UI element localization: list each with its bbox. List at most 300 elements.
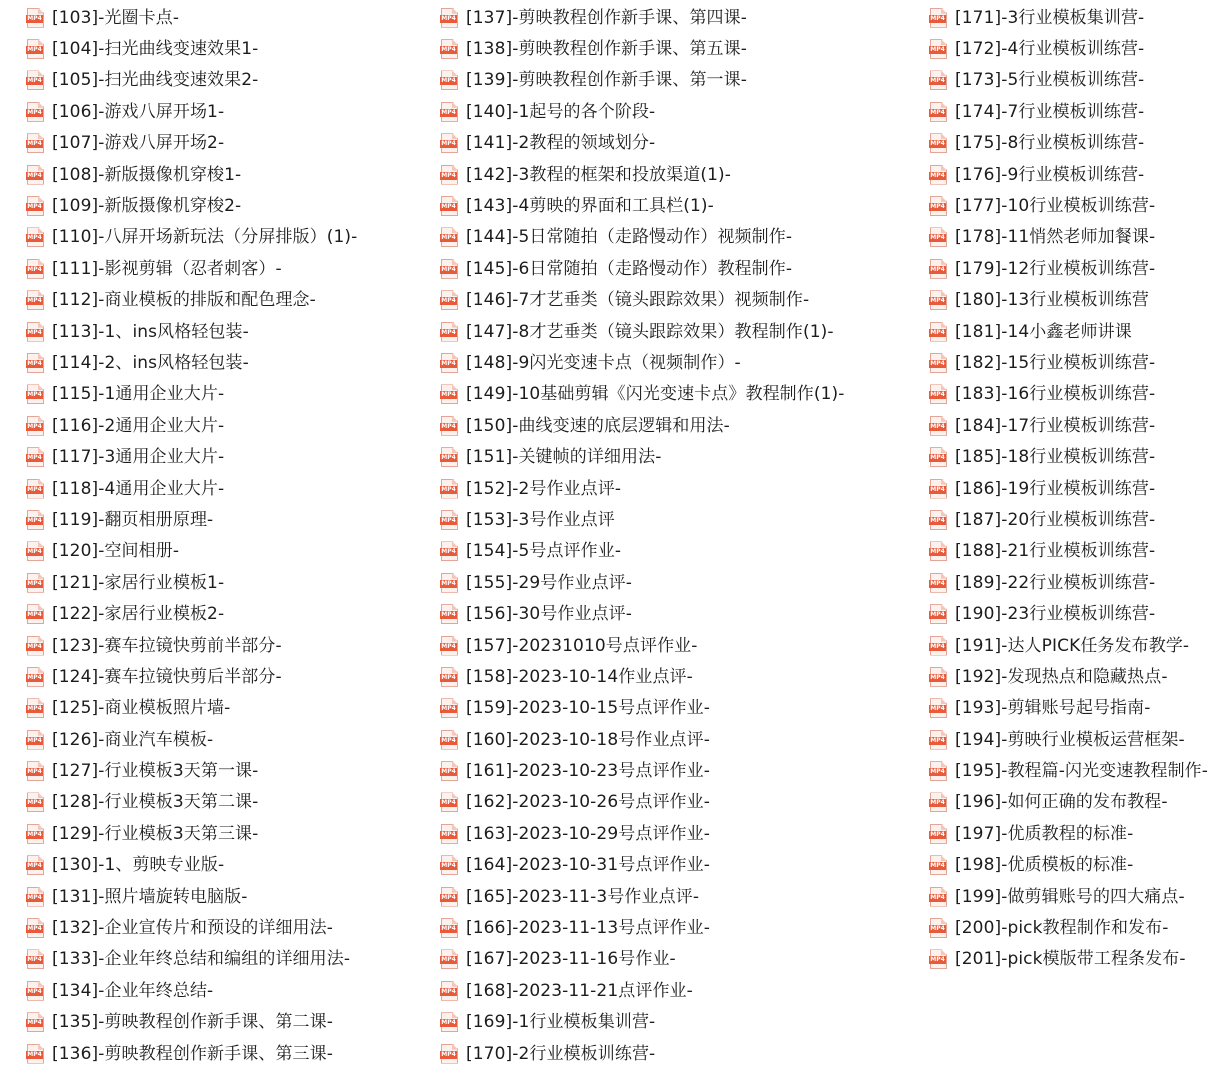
mp4-badge: MP4 (930, 328, 945, 336)
file-item[interactable] (26, 253, 426, 284)
file-item[interactable] (26, 347, 426, 378)
file-item[interactable] (929, 379, 1228, 410)
file-item[interactable] (440, 504, 920, 535)
file-item[interactable] (440, 190, 920, 221)
file-name: [116]-2通用企业大片- (52, 415, 225, 436)
file-name: [176]-9行业模板训练营- (955, 164, 1145, 185)
mp4-badge: MP4 (930, 516, 945, 524)
mp4-badge: MP4 (27, 987, 42, 995)
file-item[interactable] (929, 630, 1228, 661)
file-name: [190]-23行业模板训练营- (955, 604, 1156, 625)
file-name: [194]-剪映行业模板运营框架- (955, 729, 1185, 750)
file-item[interactable] (26, 96, 426, 127)
file-name: [192]-发现热点和隐藏热点- (955, 666, 1168, 687)
file-item[interactable] (26, 630, 426, 661)
mp4-file-icon (929, 101, 949, 123)
mp4-file-icon (26, 886, 46, 908)
file-name: [152]-2号作业点评- (466, 478, 622, 499)
mp4-file-icon (26, 415, 46, 437)
mp4-badge: MP4 (27, 548, 42, 556)
mp4-badge: MP4 (930, 925, 945, 933)
file-item[interactable] (440, 285, 920, 316)
mp4-file-icon (929, 886, 949, 908)
file-name: [107]-游戏八屏开场2- (52, 133, 225, 154)
mp4-file-icon (440, 7, 460, 29)
file-item[interactable] (440, 787, 920, 818)
mp4-file-icon (440, 1011, 460, 1033)
mp4-badge: MP4 (441, 516, 456, 524)
mp4-file-icon (929, 666, 949, 688)
file-item[interactable] (26, 693, 426, 724)
mp4-file-icon (26, 980, 46, 1002)
mp4-file-icon (929, 38, 949, 60)
mp4-badge: MP4 (441, 862, 456, 870)
mp4-file-icon (929, 729, 949, 751)
file-item[interactable] (929, 912, 1228, 943)
mp4-file-icon (440, 666, 460, 688)
mp4-file-icon (26, 69, 46, 91)
file-name: [118]-4通用企业大片- (52, 478, 225, 499)
mp4-badge: MP4 (27, 862, 42, 870)
file-item[interactable] (929, 316, 1228, 347)
mp4-badge: MP4 (930, 485, 945, 493)
file-item[interactable] (26, 724, 426, 755)
mp4-file-icon (26, 1011, 46, 1033)
mp4-file-icon (929, 132, 949, 154)
file-name: [150]-曲线变速的底层逻辑和用法- (466, 415, 730, 436)
file-name: [161]-2023-10-23号点评作业- (466, 761, 710, 782)
mp4-badge: MP4 (27, 46, 42, 54)
file-name: [148]-9闪光变速卡点（视频制作）- (466, 352, 741, 373)
mp4-file-icon (440, 729, 460, 751)
file-name: [137]-剪映教程创作新手课、第四课- (466, 7, 747, 28)
mp4-badge: MP4 (441, 77, 456, 85)
mp4-badge: MP4 (27, 328, 42, 336)
mp4-badge: MP4 (441, 925, 456, 933)
file-item[interactable] (26, 190, 426, 221)
file-item[interactable] (26, 1038, 426, 1069)
file-name: [201]-pick模版带工程条发布- (955, 949, 1186, 970)
file-name: [112]-商业模板的排版和配色理念- (52, 290, 316, 311)
mp4-file-icon (440, 540, 460, 562)
mp4-file-icon (440, 509, 460, 531)
file-name: [164]-2023-10-31号点评作业- (466, 855, 710, 876)
mp4-badge: MP4 (441, 485, 456, 493)
mp4-file-icon (26, 258, 46, 280)
mp4-badge: MP4 (27, 1050, 42, 1058)
mp4-file-icon (440, 478, 460, 500)
mp4-file-icon (440, 886, 460, 908)
mp4-badge: MP4 (441, 987, 456, 995)
file-name: [120]-空间相册- (52, 541, 180, 562)
mp4-file-icon (26, 195, 46, 217)
mp4-badge: MP4 (930, 46, 945, 54)
file-name: [170]-2行业模板训练营- (466, 1043, 656, 1064)
file-name: [180]-13行业模板训练营 (955, 290, 1149, 311)
file-item[interactable] (440, 818, 920, 849)
file-item[interactable] (440, 1007, 920, 1038)
file-item[interactable] (440, 33, 920, 64)
mp4-file-icon (440, 446, 460, 468)
file-item[interactable] (26, 316, 426, 347)
file-name: [163]-2023-10-29号点评作业- (466, 823, 710, 844)
mp4-badge: MP4 (441, 705, 456, 713)
mp4-badge: MP4 (27, 956, 42, 964)
mp4-badge: MP4 (441, 579, 456, 587)
file-name: [166]-2023-11-13号点评作业- (466, 918, 710, 939)
file-item[interactable] (929, 536, 1228, 567)
mp4-badge: MP4 (441, 297, 456, 305)
mp4-file-icon (26, 948, 46, 970)
file-item[interactable] (26, 128, 426, 159)
file-item[interactable] (440, 253, 920, 284)
mp4-badge: MP4 (27, 203, 42, 211)
mp4-file-icon (26, 917, 46, 939)
mp4-file-icon (26, 226, 46, 248)
file-item[interactable] (929, 253, 1228, 284)
file-item[interactable] (929, 128, 1228, 159)
mp4-file-icon (929, 7, 949, 29)
file-name: [173]-5行业模板训练营- (955, 70, 1145, 91)
file-item[interactable] (929, 755, 1228, 786)
file-item[interactable] (440, 661, 920, 692)
mp4-file-icon (929, 446, 949, 468)
file-name: [189]-22行业模板训练营- (955, 572, 1156, 593)
file-item[interactable] (440, 693, 920, 724)
mp4-file-icon (440, 572, 460, 594)
file-item[interactable] (440, 473, 920, 504)
mp4-file-icon (26, 7, 46, 29)
file-item[interactable] (440, 536, 920, 567)
mp4-file-icon (26, 383, 46, 405)
mp4-file-icon (26, 854, 46, 876)
file-item[interactable] (26, 567, 426, 598)
file-name: [186]-19行业模板训练营- (955, 478, 1156, 499)
file-item[interactable] (929, 818, 1228, 849)
mp4-badge: MP4 (441, 203, 456, 211)
mp4-badge: MP4 (441, 391, 456, 399)
mp4-file-icon (929, 195, 949, 217)
file-item[interactable] (440, 2, 920, 33)
mp4-badge: MP4 (441, 1019, 456, 1027)
mp4-file-icon (440, 352, 460, 374)
file-item[interactable] (929, 190, 1228, 221)
file-name: [106]-游戏八屏开场1- (52, 101, 225, 122)
mp4-file-icon (440, 195, 460, 217)
file-name: [172]-4行业模板训练营- (955, 39, 1145, 60)
file-item[interactable] (929, 96, 1228, 127)
file-name: [146]-7才艺垂类（镜头跟踪效果）视频制作- (466, 290, 810, 311)
mp4-badge: MP4 (27, 673, 42, 681)
mp4-badge: MP4 (27, 768, 42, 776)
mp4-file-icon (440, 415, 460, 437)
file-item[interactable] (26, 975, 426, 1006)
mp4-file-icon (26, 1043, 46, 1065)
mp4-badge: MP4 (930, 736, 945, 744)
file-name: [160]-2023-10-18号作业点评- (466, 729, 710, 750)
mp4-file-icon (26, 132, 46, 154)
mp4-badge: MP4 (441, 830, 456, 838)
file-name: [109]-新版摄像机穿梭2- (52, 196, 242, 217)
file-item[interactable] (440, 944, 920, 975)
mp4-file-icon (929, 383, 949, 405)
mp4-file-icon (929, 289, 949, 311)
file-item[interactable] (929, 2, 1228, 33)
file-name: [195]-教程篇-闪光变速教程制作- (955, 761, 1209, 782)
file-name: [198]-优质模板的标准- (955, 855, 1134, 876)
mp4-badge: MP4 (930, 642, 945, 650)
mp4-badge: MP4 (27, 579, 42, 587)
file-item[interactable] (929, 598, 1228, 629)
mp4-file-icon (440, 603, 460, 625)
file-name: [158]-2023-10-14作业点评- (466, 666, 693, 687)
mp4-file-icon (440, 321, 460, 343)
mp4-file-icon (440, 132, 460, 154)
file-name: [149]-10基础剪辑《闪光变速卡点》教程制作(1)- (466, 384, 845, 405)
mp4-badge: MP4 (27, 171, 42, 179)
mp4-file-icon (929, 760, 949, 782)
mp4-file-icon (929, 164, 949, 186)
mp4-file-icon (26, 321, 46, 343)
file-item[interactable] (440, 755, 920, 786)
file-name: [157]-20231010号点评作业- (466, 635, 698, 656)
mp4-badge: MP4 (441, 673, 456, 681)
mp4-file-icon (929, 572, 949, 594)
file-name: [174]-7行业模板训练营- (955, 101, 1145, 122)
mp4-badge: MP4 (441, 611, 456, 619)
mp4-file-icon (26, 289, 46, 311)
mp4-file-icon (440, 760, 460, 782)
file-item[interactable] (929, 850, 1228, 881)
file-name: [143]-4剪映的界面和工具栏(1)- (466, 196, 714, 217)
file-name: [168]-2023-11-21点评作业- (466, 980, 693, 1001)
file-item[interactable] (26, 504, 426, 535)
file-item[interactable] (440, 881, 920, 912)
file-item[interactable] (26, 33, 426, 64)
mp4-badge: MP4 (930, 454, 945, 462)
mp4-file-icon (929, 603, 949, 625)
file-item[interactable] (440, 567, 920, 598)
file-item[interactable] (26, 65, 426, 96)
mp4-badge: MP4 (930, 140, 945, 148)
mp4-badge: MP4 (27, 516, 42, 524)
file-name: [117]-3通用企业大片- (52, 447, 225, 468)
mp4-file-icon (929, 635, 949, 657)
file-item[interactable] (929, 441, 1228, 472)
file-name: [134]-企业年终总结- (52, 980, 214, 1001)
file-item[interactable] (26, 881, 426, 912)
file-item[interactable] (26, 755, 426, 786)
mp4-file-icon (440, 1043, 460, 1065)
file-name: [187]-20行业模板训练营- (955, 509, 1156, 530)
file-name: [111]-影视剪辑（忍者刺客）- (52, 258, 282, 279)
mp4-badge: MP4 (27, 297, 42, 305)
file-name: [119]-翻页相册原理- (52, 509, 214, 530)
file-item[interactable] (440, 630, 920, 661)
mp4-file-icon (440, 948, 460, 970)
file-name: [181]-14小鑫老师讲课 (955, 321, 1132, 342)
mp4-badge: MP4 (27, 893, 42, 901)
file-item[interactable] (440, 379, 920, 410)
file-name: [103]-光圈卡点- (52, 7, 180, 28)
file-item[interactable] (26, 818, 426, 849)
file-name: [196]-如何正确的发布教程- (955, 792, 1168, 813)
mp4-file-icon (26, 446, 46, 468)
mp4-badge: MP4 (930, 673, 945, 681)
mp4-file-icon (929, 258, 949, 280)
file-item[interactable] (26, 598, 426, 629)
file-item[interactable] (929, 944, 1228, 975)
mp4-file-icon (26, 666, 46, 688)
file-name: [185]-18行业模板训练营- (955, 447, 1156, 468)
file-item[interactable] (26, 2, 426, 33)
mp4-badge: MP4 (27, 830, 42, 838)
file-name: [136]-剪映教程创作新手课、第三课- (52, 1043, 333, 1064)
file-item[interactable] (440, 410, 920, 441)
file-column-2 (440, 2, 920, 1069)
file-item[interactable] (440, 347, 920, 378)
file-item[interactable] (440, 912, 920, 943)
file-item[interactable] (929, 285, 1228, 316)
file-name: [125]-商业模板照片墙- (52, 698, 231, 719)
file-item[interactable] (929, 567, 1228, 598)
mp4-badge: MP4 (441, 768, 456, 776)
mp4-badge: MP4 (441, 799, 456, 807)
mp4-file-icon (440, 69, 460, 91)
file-item[interactable] (26, 1007, 426, 1038)
file-item[interactable] (440, 65, 920, 96)
file-item[interactable] (929, 693, 1228, 724)
mp4-badge: MP4 (441, 234, 456, 242)
mp4-badge: MP4 (930, 611, 945, 619)
file-item[interactable] (26, 159, 426, 190)
mp4-badge: MP4 (930, 77, 945, 85)
mp4-badge: MP4 (441, 108, 456, 116)
mp4-file-icon (440, 383, 460, 405)
file-item[interactable] (440, 724, 920, 755)
file-item[interactable] (26, 222, 426, 253)
file-item[interactable] (26, 850, 426, 881)
file-name: [193]-剪辑账号起号指南- (955, 698, 1151, 719)
mp4-badge: MP4 (441, 171, 456, 179)
file-item[interactable] (26, 473, 426, 504)
mp4-file-icon (26, 478, 46, 500)
mp4-file-icon (929, 352, 949, 374)
file-item[interactable] (440, 598, 920, 629)
file-name: [128]-行业模板3天第二课- (52, 792, 259, 813)
mp4-file-icon (929, 697, 949, 719)
mp4-file-icon (929, 823, 949, 845)
mp4-file-icon (26, 101, 46, 123)
file-item[interactable] (26, 944, 426, 975)
mp4-file-icon (26, 572, 46, 594)
file-item[interactable] (26, 536, 426, 567)
file-item[interactable] (26, 912, 426, 943)
file-item[interactable] (26, 787, 426, 818)
mp4-file-icon (440, 823, 460, 845)
file-item[interactable] (929, 881, 1228, 912)
file-name: [171]-3行业模板集训营- (955, 7, 1145, 28)
file-name: [191]-达人PICK任务发布教学- (955, 635, 1190, 656)
file-item[interactable] (929, 159, 1228, 190)
file-item[interactable] (929, 222, 1228, 253)
file-name: [108]-新版摄像机穿梭1- (52, 164, 242, 185)
file-item[interactable] (929, 473, 1228, 504)
mp4-file-icon (26, 164, 46, 186)
mp4-badge: MP4 (930, 171, 945, 179)
file-name: [110]-八屏开场新玩法（分屏排版）(1)- (52, 227, 358, 248)
file-name: [179]-12行业模板训练营- (955, 258, 1156, 279)
mp4-badge: MP4 (441, 140, 456, 148)
mp4-file-icon (26, 509, 46, 531)
file-name: [159]-2023-10-15号点评作业- (466, 698, 710, 719)
file-item[interactable] (929, 347, 1228, 378)
mp4-file-icon (26, 791, 46, 813)
mp4-file-icon (929, 321, 949, 343)
file-item[interactable] (440, 96, 920, 127)
mp4-badge: MP4 (930, 705, 945, 713)
file-item[interactable] (26, 441, 426, 472)
mp4-badge: MP4 (930, 422, 945, 430)
file-name: [153]-3号作业点评 (466, 509, 615, 530)
file-item[interactable] (440, 1038, 920, 1069)
file-name: [131]-照片墙旋转电脑版- (52, 886, 248, 907)
mp4-badge: MP4 (27, 642, 42, 650)
mp4-file-icon (26, 760, 46, 782)
file-item[interactable] (440, 316, 920, 347)
file-item[interactable] (440, 850, 920, 881)
file-item[interactable] (26, 379, 426, 410)
file-item[interactable] (929, 65, 1228, 96)
file-name: [142]-3教程的框架和投放渠道(1)- (466, 164, 731, 185)
file-item[interactable] (440, 975, 920, 1006)
file-item[interactable] (929, 504, 1228, 535)
file-item[interactable] (929, 787, 1228, 818)
file-item[interactable] (929, 661, 1228, 692)
mp4-file-icon (440, 289, 460, 311)
file-item[interactable] (440, 441, 920, 472)
file-item[interactable] (26, 661, 426, 692)
file-name: [169]-1行业模板集训营- (466, 1012, 656, 1033)
file-item[interactable] (440, 222, 920, 253)
mp4-badge: MP4 (930, 234, 945, 242)
mp4-badge: MP4 (27, 925, 42, 933)
mp4-file-icon (929, 478, 949, 500)
file-item[interactable] (440, 128, 920, 159)
file-name: [151]-关键帧的详细用法- (466, 447, 662, 468)
mp4-badge: MP4 (27, 265, 42, 273)
mp4-badge: MP4 (27, 485, 42, 493)
mp4-badge: MP4 (441, 46, 456, 54)
file-item[interactable] (26, 410, 426, 441)
file-item[interactable] (929, 724, 1228, 755)
file-item[interactable] (440, 159, 920, 190)
mp4-badge: MP4 (27, 140, 42, 148)
mp4-badge: MP4 (930, 548, 945, 556)
file-item[interactable] (26, 285, 426, 316)
mp4-file-icon (440, 164, 460, 186)
mp4-badge: MP4 (27, 1019, 42, 1027)
file-name: [104]-扫光曲线变速效果1- (52, 39, 259, 60)
mp4-badge: MP4 (441, 642, 456, 650)
file-name: [165]-2023-11-3号作业点评- (466, 886, 700, 907)
mp4-badge: MP4 (930, 14, 945, 22)
file-item[interactable] (929, 410, 1228, 441)
file-name: [105]-扫光曲线变速效果2- (52, 70, 259, 91)
file-item[interactable] (929, 33, 1228, 64)
mp4-file-icon (440, 101, 460, 123)
mp4-badge: MP4 (27, 359, 42, 367)
